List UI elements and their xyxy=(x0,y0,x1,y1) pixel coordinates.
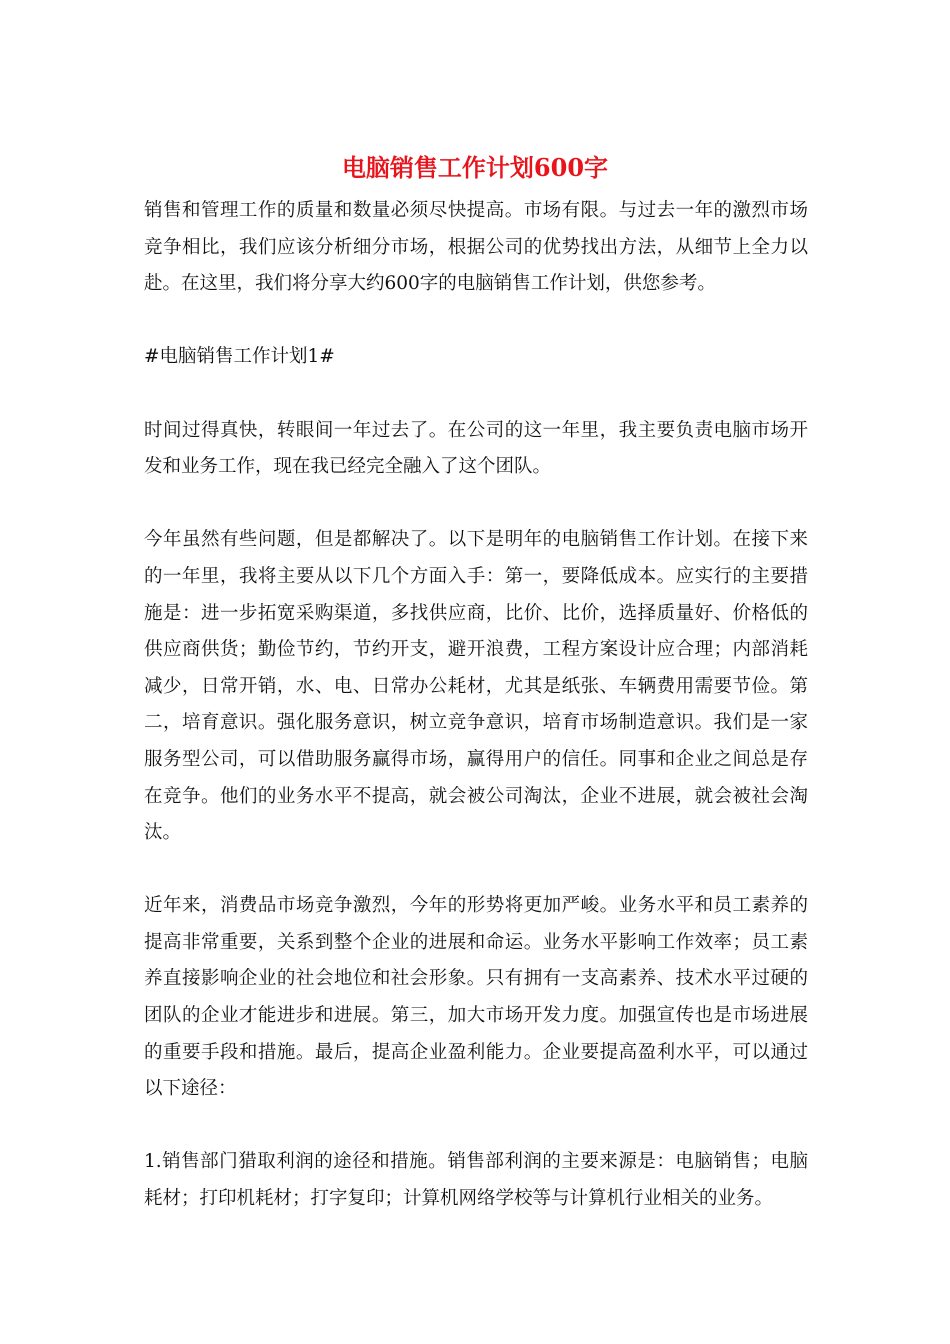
intro-paragraph: 销售和管理工作的质量和数量必须尽快提高。市场有限。与过去一年的激烈市场竞争相比，我们应该分析细分市场，根据公司的优势找出方法，从细节上全力以赴。在这里，我们将分享大约600字的电脑销售工作计划，供您参考。 xyxy=(144,200,808,295)
list-item-paragraph: 1.销售部门猎取利润的途径和措施。销售部利润的主要来源是：电脑销售；电脑耗材；打印机耗材；打字复印；计算机网络学校等与计算机行业相关的业务。 xyxy=(144,1151,808,1210)
section-heading: #电脑销售工作计划1# xyxy=(144,346,335,368)
document-title: 电脑销售工作计划600字 xyxy=(341,153,609,182)
body-paragraph: 近年来，消费品市场竞争激烈，今年的形势将更加严峻。业务水平和员工素养的提高非常重要，关系到整个企业的进展和命运。业务水平影响工作效率；员工素养直接影响企业的社会地位和社会形象。只有拥有一支高素养、技术水平过硬的团队的企业才能进步和进展。第三，加大市场开发力度。加强宣传也是市场进展的重要手段和措施。最后，提高企业盈利能力。企业要提高盈利水平，可以通过以下途径： xyxy=(144,895,808,1100)
body-paragraph: 今年虽然有些问题，但是都解决了。以下是明年的电脑销售工作计划。在接下来的一年里，我将主要从以下几个方面入手：第一，要降低成本。应实行的主要措施是：进一步拓宽采购渠道，多找供应商，比价、比价，选择质量好、价格低的供应商供货；勤俭节约，节约开支，避开浪费，工程方案设计应合理；内部消耗减少，日常开销，水、电、日常办公耗材，尤其是纸张、车辆费用需要节俭。第二，培育意识。强化服务意识，树立竞争意识，培育市场制造意识。我们是一家服务型公司，可以借助服务赢得市场，赢得用户的信任。同事和企业之间总是存在竞争。他们的业务水平不提高，就会被公司淘汰，企业不进展，就会被社会淘汰。 xyxy=(144,529,808,844)
body-paragraph: 时间过得真快，转眼间一年过去了。在公司的这一年里，我主要负责电脑市场开发和业务工作，现在我已经完全融入了这个团队。 xyxy=(144,419,808,478)
document-body xyxy=(144,193,808,1218)
